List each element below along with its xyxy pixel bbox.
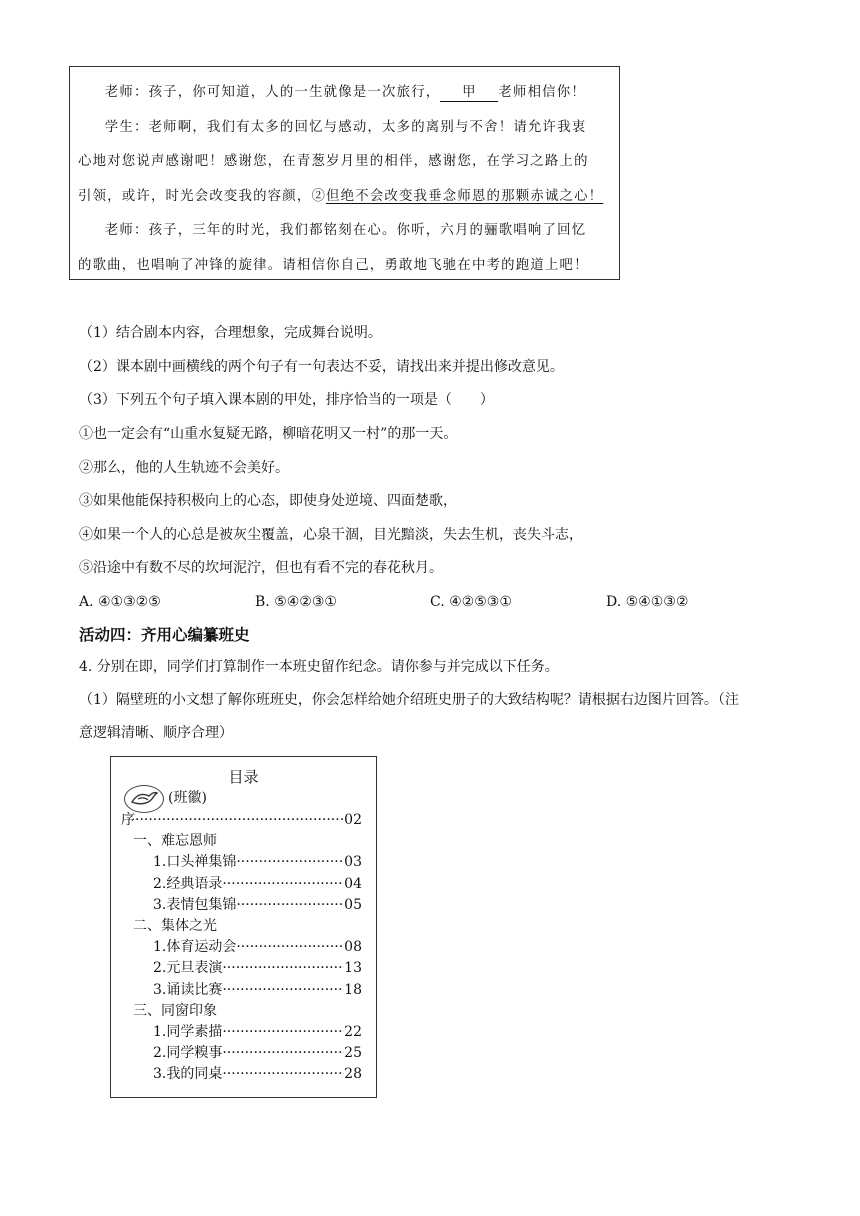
toc-entry [121, 1064, 362, 1085]
toc-section [121, 916, 362, 937]
toc-leader [222, 958, 344, 979]
toc-entry-page: 18 [344, 981, 362, 998]
toc-entry-label: 2.元旦表演 [153, 960, 223, 977]
script-line-3: 心地对您说声感谢吧！感谢您，在青葱岁月里的相伴，感谢您，在学习之路上的 [78, 154, 589, 169]
toc-entry [121, 895, 362, 916]
toc-entry [121, 958, 362, 979]
dove-emblem-icon [124, 785, 164, 813]
toc-entry-page: 28 [344, 1066, 362, 1083]
toc-title: 目录 [228, 768, 259, 786]
script-line-2: 学生：老师啊，我们有太多的回忆与感动，太多的离别与不舍！请允许我衷 [104, 119, 587, 135]
toc-leader [236, 852, 344, 873]
toc-section [121, 831, 362, 852]
toc-leader [222, 980, 344, 1001]
toc-section-label: 三、同窗印象 [133, 1002, 217, 1019]
toc-entry [121, 980, 362, 1001]
toc-entry-label: 1.口头禅集锦 [153, 854, 237, 871]
sentence-2: ②那么，他的人生轨迹不会美好。 [79, 460, 289, 476]
script-line-5: 老师：孩子，三年的时光，我们都铭刻在心。你听，六月的骊歌唱响了回忆 [104, 223, 587, 238]
question-2: （2）课本剧中画横线的两个句子有一句表达不妥，请找出来并提出修改意见。 [79, 359, 564, 375]
toc-entry-page: 25 [344, 1045, 362, 1062]
script-line-6: 的歌曲，也唱响了冲锋的旋律。请相信你自己，勇敢地飞驰在中考的跑道上吧！ [78, 257, 589, 273]
script-text: 老师：孩子，你可知道，人的一生就像是一次旅行， [104, 85, 441, 100]
toc-entry [121, 937, 362, 958]
question-3: （3）下列五个句子填入课本剧的甲处，排序恰当的一项是（ ） [79, 392, 494, 408]
toc-entry [121, 1022, 362, 1043]
script-line-4 [78, 180, 611, 215]
subtask-1-line-2: 意逻辑清晰、顺序合理） [79, 725, 233, 741]
toc-entry [121, 1043, 362, 1064]
option-a: A. ④①③②⑤ [79, 594, 161, 610]
subtask-1-line-1: （1）隔壁班的小文想了解你班班史，你会怎样给她介绍班史册子的大致结构呢？请根据右边图片回答。（注 [79, 692, 739, 708]
toc-entry-label: 序 [121, 812, 135, 828]
toc-section [121, 1001, 362, 1022]
toc-entry [121, 810, 362, 831]
toc-leader [135, 810, 344, 831]
emblem-row [124, 785, 207, 813]
toc-entry-page: 03 [344, 854, 362, 871]
toc-entry-page: 04 [344, 875, 362, 892]
toc-entry [121, 852, 362, 873]
toc-leader [222, 1064, 344, 1085]
toc-entry-page: 13 [344, 960, 362, 977]
script-text: 老师相信你！ [498, 85, 586, 100]
emblem-label: (班徽) [168, 790, 207, 807]
toc-entry-label: 2.同学糗事 [153, 1045, 223, 1062]
toc-entry-page: 05 [344, 896, 362, 913]
toc-section-label: 一、难忘恩师 [133, 833, 217, 850]
toc-entry [121, 874, 362, 895]
toc-entry-label: 3.我的同桌 [153, 1066, 223, 1083]
option-c: C. ④②⑤③① [430, 594, 512, 610]
toc-leader [222, 1022, 344, 1043]
option-b: B. ⑤④②③① [255, 594, 337, 610]
toc-figure [110, 756, 377, 1098]
toc-entries [121, 810, 362, 1086]
toc-leader [236, 937, 344, 958]
sentence-marker: ② [311, 188, 327, 204]
toc-section-label: 二、集体之光 [133, 918, 217, 935]
toc-leader [222, 874, 344, 895]
toc-entry-label: 1.体育运动会 [153, 939, 237, 956]
section-title: 活动四：齐用心编纂班史 [79, 626, 250, 644]
toc-leader [236, 895, 344, 916]
toc-entry-label: 3.诵读比赛 [153, 981, 223, 998]
sentence-4: ④如果一个人的心总是被灰尘覆盖，心泉干涸，目光黯淡，失去生机，丧失斗志， [79, 527, 583, 543]
toc-entry-page: 02 [344, 812, 362, 828]
blank-jia: 甲 [440, 85, 498, 102]
question-1: （1）结合剧本内容，合理想象，完成舞台说明。 [79, 325, 382, 341]
sentence-5: ⑤沿途中有数不尽的坎坷泥泞，但也有看不完的春花秋月。 [79, 560, 443, 576]
underlined-sentence: 但绝不会改变我垂念师恩的那颗赤诚之心！ [326, 188, 604, 204]
toc-leader [222, 1043, 344, 1064]
toc-entry-page: 08 [344, 939, 362, 956]
toc-entry-label: 1.同学素描 [153, 1024, 223, 1041]
sentence-1: ①也一定会有“山重水复疑无路，柳暗花明又一村”的那一天。 [79, 426, 458, 442]
option-d: D. ⑤④①③② [606, 594, 689, 610]
sentence-3: ③如果他能保持积极向上的心态，即使身处逆境、四面楚歌， [79, 493, 457, 509]
script-text: 引领，或许，时光会改变我的容颜， [78, 188, 312, 204]
task-4: 4. 分别在即，同学们打算制作一本班史留作纪念。请你参与并完成以下任务。 [79, 659, 559, 675]
toc-entry-label: 3.表情包集锦 [153, 896, 237, 913]
script-line-1 [78, 76, 611, 111]
toc-entry-page: 22 [344, 1024, 362, 1041]
script-box [69, 66, 620, 280]
toc-entry-label: 2.经典语录 [153, 875, 223, 892]
